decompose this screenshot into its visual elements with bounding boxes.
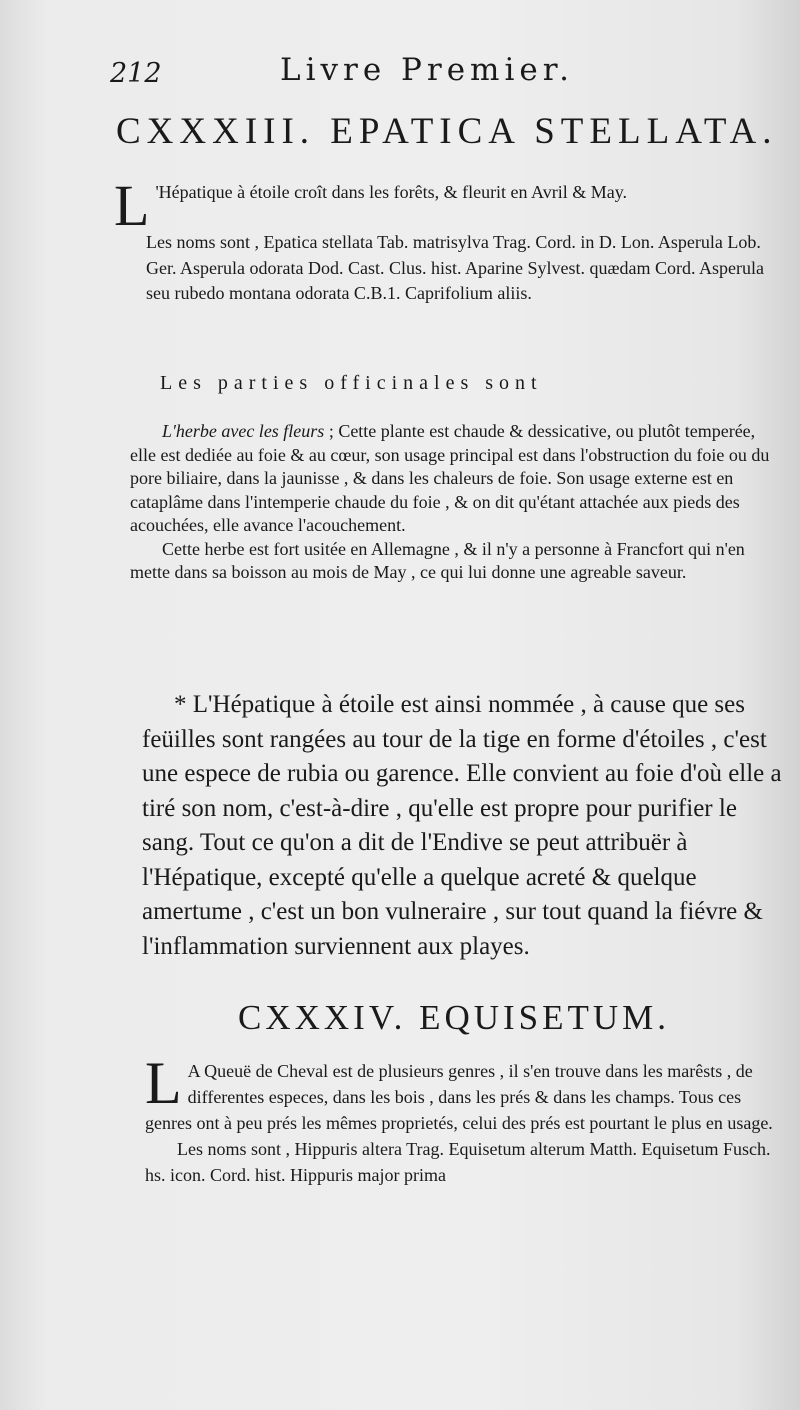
intro-text: 'Hépatique à étoile croît dans les forêts, & fleurit en Avril & May. bbox=[155, 182, 628, 202]
section-title-2: CXXXIV. EQUISETUM. bbox=[238, 998, 671, 1037]
equisetum-intro: A Queuë de Cheval est de plusieurs genres , il s'en trouve dans les marêsts , de differentes especes, dans les bois , dans les prés & dans les champs. Tous ces genres ont à peu prés les mêmes proprietés, celui des prés est pourtant le plus en usage. bbox=[145, 1061, 773, 1133]
drop-cap: L bbox=[114, 173, 150, 238]
intro-paragraph bbox=[114, 173, 776, 307]
equisetum-paragraph bbox=[145, 1050, 785, 1188]
commentary-paragraph bbox=[142, 688, 790, 964]
officinal-paragraph bbox=[130, 420, 780, 585]
germany-usage-text: Cette herbe est fort usitée en Allemagne , & il n'y a personne à Francfort qui n'en mette dans sa boisson au mois de May , ce qui lui donne une agreable saveur. bbox=[130, 538, 745, 582]
commentary-text: * L'Hépatique à étoile est ainsi nommée , à cause que ses feüilles sont rangées au tour de la tige en forme d'étoiles , c'est une espece de rubia ou garence. Elle convient au foie d'où elle a tiré son nom, c'est-à-dire , qu'elle est propre pour purifier le sang. Tout ce qu'on a dit de l'Endive se peut attribuër à l'Hépatique, excepté qu'elle a quelque acreté & quelque amertume , c'est un bon vulneraire , sur tout quand la fiévre & l'inflammation surviennent aux playes. bbox=[142, 691, 782, 960]
section-title: CXXXIII. EPATICA STELLATA. bbox=[116, 111, 778, 152]
page-number: 212 bbox=[110, 58, 162, 89]
page-header bbox=[110, 50, 770, 90]
names-text: Les noms sont , Epatica stellata Tab. matrisylva Trag. Cord. in D. Lon. Asperula Lob. Ger. Asperula odorata Dod. Cast. Clus. hist. Aparine Sylvest. quædam Cord. Asperula seu rubedo montana odorata C.B.1. Caprifolium aliis. bbox=[146, 232, 764, 303]
officinal-text bbox=[130, 420, 780, 538]
running-title: Livre Premier. bbox=[280, 52, 574, 88]
officinal-body: ; Cette plante est chaude & dessicative, ou plutôt temperée, elle est dediée au foie & au cœur, son usage principal est dans l'obstruction du foie ou du pore biliaire, dans la jaunisse , & dans les chaleurs de foie. Son usage externe est en cataplâme dans l'intemperie chaude du foie , & on dit qu'étant attachée aux pieds des acouchées, elle avance l'acouchement. bbox=[130, 421, 770, 535]
officinal-subhead: Les parties officinales sont bbox=[160, 372, 543, 394]
drop-cap-2: L bbox=[145, 1050, 182, 1116]
officinal-lead: L'herbe avec les fleurs bbox=[162, 421, 325, 441]
equisetum-names: Les noms sont , Hippuris altera Trag. Equisetum alterum Matth. Equisetum Fusch. hs. icon. Cord. hist. Hippuris major prima bbox=[145, 1139, 771, 1185]
